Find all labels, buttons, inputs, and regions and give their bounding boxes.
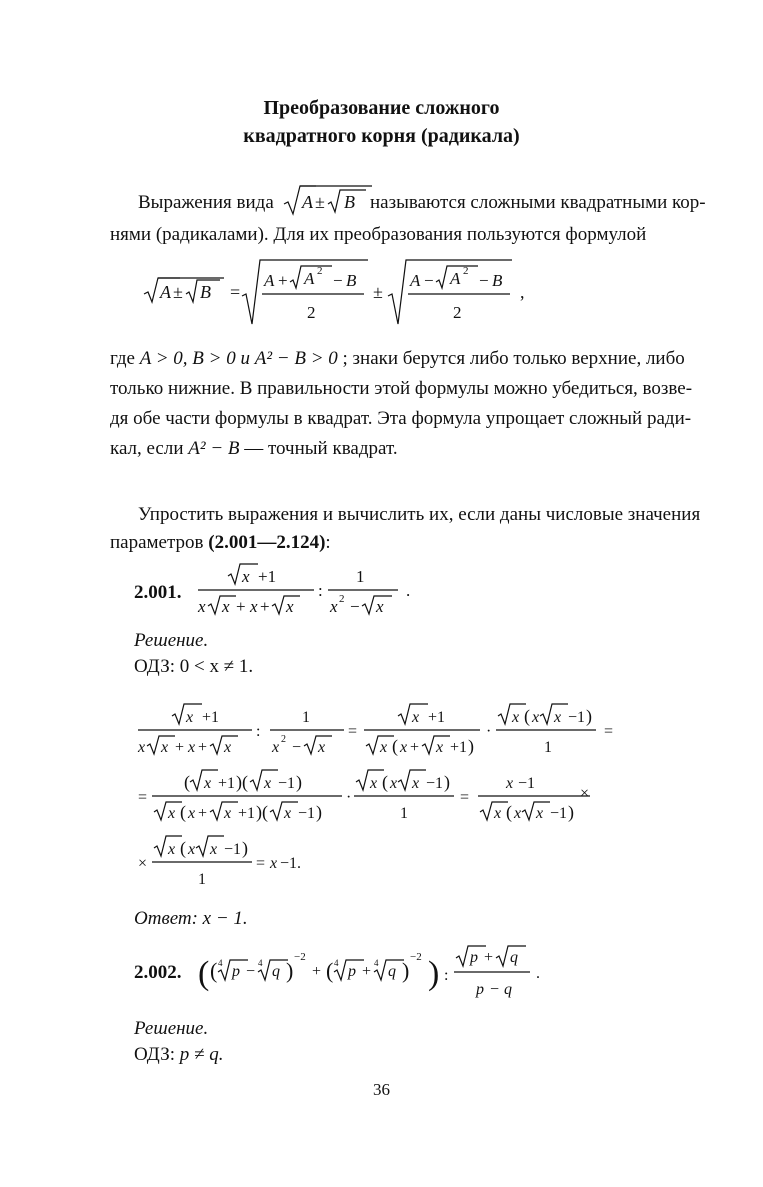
svg-text:x: x	[186, 709, 194, 726]
svg-text:x: x	[330, 597, 338, 616]
intro-text-after: называются сложными квадратными кор-	[370, 192, 706, 213]
derivation-line2	[134, 762, 634, 832]
problem1-odz-value: 0 < x ≠ 1.	[179, 656, 254, 677]
svg-text:(: (	[382, 772, 388, 792]
svg-text:A: A	[302, 192, 313, 212]
svg-text:x: x	[168, 841, 176, 858]
svg-text:A: A	[410, 271, 421, 290]
where-line1	[110, 344, 740, 374]
svg-text:)(: )(	[256, 802, 268, 822]
svg-text:x: x	[168, 805, 176, 822]
svg-text:A: A	[304, 269, 315, 288]
svg-text:=: =	[138, 789, 148, 806]
svg-text:B: B	[346, 271, 357, 290]
svg-text:1: 1	[544, 739, 552, 756]
svg-text:x: x	[286, 597, 294, 616]
svg-text:x: x	[400, 739, 408, 756]
svg-text:x: x	[272, 739, 280, 756]
svg-text:−1: −1	[224, 841, 242, 858]
svg-text:x: x	[242, 567, 250, 586]
svg-text:−1: −1	[518, 775, 536, 792]
svg-text:x: x	[284, 805, 292, 822]
svg-text:(: (	[184, 772, 190, 792]
problem1-odz	[134, 652, 253, 682]
svg-text:): )	[468, 736, 474, 756]
task-suffix: :	[325, 532, 331, 553]
svg-text:(: (	[180, 802, 186, 822]
svg-text:+: +	[236, 597, 246, 616]
svg-text:x: x	[198, 597, 206, 616]
task-range: (2.001—2.124)	[208, 532, 326, 553]
svg-text:×: ×	[138, 855, 148, 872]
svg-text:A: A	[450, 269, 461, 288]
svg-text:x: x	[188, 739, 196, 756]
svg-text:−1: −1	[568, 709, 586, 726]
problem1-answer	[134, 904, 248, 934]
intro-line5-expr: A² − B	[188, 438, 240, 459]
svg-text:(: (	[180, 838, 186, 858]
svg-text:)(: )(	[236, 772, 248, 792]
problem1-solution-label: Решение.	[134, 630, 209, 651]
complex-radical-formula	[140, 256, 540, 330]
task-prefix: параметров	[110, 532, 204, 553]
svg-text:1: 1	[400, 805, 408, 822]
svg-text:x: x	[222, 597, 230, 616]
page-title: Преобразование сложного	[263, 97, 500, 119]
svg-text:x: x	[270, 855, 278, 872]
svg-text:−1.: −1.	[280, 855, 302, 872]
svg-text:+: +	[410, 739, 420, 756]
svg-text:x: x	[188, 805, 196, 822]
svg-text:+: +	[362, 963, 372, 980]
svg-text:x: x	[436, 739, 444, 756]
svg-text:): )	[402, 958, 410, 983]
svg-text:±: ±	[173, 282, 183, 302]
svg-text:B: B	[200, 282, 211, 302]
svg-text:2: 2	[317, 265, 323, 277]
svg-text:2: 2	[281, 734, 286, 745]
svg-text:x: x	[380, 739, 388, 756]
svg-text:B: B	[492, 271, 503, 290]
svg-text:4: 4	[374, 958, 379, 968]
intro-line4: дя обе части формулы в квадрат. Эта формула упрощает сложный ради-	[110, 408, 692, 429]
svg-text:.: .	[536, 965, 540, 982]
svg-text:(: (	[210, 958, 218, 983]
svg-text:−1: −1	[550, 805, 568, 822]
svg-text:,: ,	[520, 282, 525, 302]
problem1-answer-value: x − 1.	[202, 908, 248, 929]
intro-line3: только нижние. В правильности этой формулы можно убедиться, возве-	[110, 378, 693, 399]
svg-text:·: ·	[486, 723, 492, 740]
svg-text:): )	[316, 802, 322, 822]
problem2-solution-label: Решение.	[134, 1018, 209, 1039]
svg-text:(: (	[524, 706, 530, 726]
svg-text:p: p	[476, 981, 484, 998]
svg-text:+1: +1	[428, 709, 446, 726]
svg-text::: :	[444, 967, 449, 984]
page-number: 36	[373, 1080, 390, 1099]
svg-text:−: −	[424, 271, 434, 290]
intro-text-line2: нями (радикалами). Для их преобразования пользуются формулой	[110, 224, 647, 245]
svg-text:−: −	[350, 597, 360, 616]
svg-text:1: 1	[356, 567, 365, 586]
svg-text:2: 2	[307, 303, 316, 322]
svg-text:): )	[428, 955, 440, 992]
svg-text:p: p	[470, 949, 478, 966]
where-prefix: где	[110, 348, 135, 369]
problem1-expression	[196, 560, 426, 620]
page-subtitle: квадратного корня (радикала)	[243, 125, 520, 147]
svg-text:x: x	[264, 775, 272, 792]
svg-text:=: =	[604, 723, 614, 740]
svg-text:): )	[286, 958, 294, 983]
svg-text:−: −	[292, 739, 302, 756]
svg-text:−: −	[333, 271, 343, 290]
svg-text:q: q	[504, 981, 512, 998]
svg-text:+: +	[484, 949, 494, 966]
svg-text:q: q	[272, 963, 280, 980]
svg-text:=: =	[256, 855, 266, 872]
problem2-expression	[196, 942, 556, 1002]
svg-text::: :	[256, 723, 261, 740]
svg-text:x: x	[210, 841, 218, 858]
svg-text:2: 2	[463, 265, 469, 277]
svg-text:x: x	[390, 775, 398, 792]
svg-text:−: −	[490, 981, 500, 998]
svg-text:+1: +1	[450, 739, 468, 756]
problem2-odz-label: ОДЗ:	[134, 1044, 176, 1065]
svg-text:−2: −2	[294, 951, 306, 963]
svg-text:−1: −1	[278, 775, 296, 792]
svg-text:): )	[586, 706, 592, 726]
svg-text:x: x	[514, 805, 522, 822]
svg-text:x: x	[370, 775, 378, 792]
svg-text:4: 4	[218, 958, 223, 968]
svg-text:x: x	[506, 775, 514, 792]
svg-text:×: ×	[580, 785, 590, 802]
svg-text:±: ±	[373, 282, 383, 302]
svg-text:x: x	[494, 805, 502, 822]
svg-text:x: x	[412, 709, 420, 726]
task-line1: Упростить выражения и вычислить их, если даны числовые значения	[138, 504, 701, 525]
svg-text:=: =	[230, 282, 241, 302]
svg-text:q: q	[510, 949, 518, 966]
problem2-odz-value: p ≠ q.	[179, 1044, 224, 1065]
intro-line5	[110, 434, 398, 464]
derivation-line3	[134, 828, 394, 898]
svg-text:): )	[242, 838, 248, 858]
svg-text:±: ±	[315, 192, 325, 212]
svg-text:+: +	[312, 963, 322, 980]
intro-line5-suffix: — точный квадрат.	[244, 438, 398, 459]
svg-text:p: p	[232, 963, 240, 980]
problem1-number: 2.001.	[134, 582, 182, 603]
svg-text:x: x	[138, 739, 146, 756]
svg-text:A: A	[160, 282, 171, 302]
svg-text:−1: −1	[426, 775, 444, 792]
svg-text:4: 4	[258, 958, 263, 968]
radical-inline	[282, 180, 374, 220]
svg-text:x: x	[554, 709, 562, 726]
svg-text:−2: −2	[410, 951, 422, 963]
svg-text:.: .	[406, 581, 411, 600]
svg-text:): )	[568, 802, 574, 822]
svg-text:p: p	[348, 963, 356, 980]
problem2-number: 2.002.	[134, 962, 182, 983]
svg-text:x: x	[412, 775, 420, 792]
problem1-answer-label: Ответ:	[134, 908, 198, 929]
svg-text:·: ·	[346, 789, 352, 806]
svg-text:+1: +1	[238, 805, 256, 822]
svg-text:q: q	[388, 963, 396, 980]
svg-text:(: (	[506, 802, 512, 822]
svg-text:): )	[296, 772, 302, 792]
svg-text:x: x	[204, 775, 212, 792]
svg-text:=: =	[460, 789, 470, 806]
intro-text-before: Выражения вида	[138, 192, 274, 213]
svg-text:+: +	[198, 739, 208, 756]
svg-text:+1: +1	[218, 775, 236, 792]
svg-text:x: x	[250, 597, 258, 616]
task-line2	[110, 528, 331, 558]
svg-text:−: −	[479, 271, 489, 290]
svg-text:+: +	[175, 739, 185, 756]
svg-text:1: 1	[302, 709, 310, 726]
svg-text:x: x	[188, 841, 196, 858]
intro-line5-prefix: кал, если	[110, 438, 184, 459]
svg-text:+1: +1	[258, 567, 277, 586]
svg-text:−1: −1	[298, 805, 316, 822]
svg-text:=: =	[348, 723, 358, 740]
svg-text:(: (	[392, 736, 398, 756]
svg-text:1: 1	[198, 871, 206, 888]
problem2-odz	[134, 1040, 223, 1070]
svg-text:A: A	[264, 271, 275, 290]
problem1-odz-label: ОДЗ:	[134, 656, 176, 677]
svg-text:4: 4	[334, 958, 339, 968]
svg-text:−: −	[246, 963, 256, 980]
svg-text:(: (	[198, 955, 210, 992]
svg-text:x: x	[532, 709, 540, 726]
svg-text:x: x	[224, 805, 232, 822]
svg-text:x: x	[318, 739, 326, 756]
derivation-line1	[134, 696, 634, 766]
where-conditions: A > 0, B > 0 и A² − B > 0	[139, 348, 338, 369]
svg-text:x: x	[536, 805, 544, 822]
svg-text:x: x	[161, 739, 169, 756]
svg-text:x: x	[512, 709, 520, 726]
svg-text::: :	[318, 581, 323, 600]
svg-text:+: +	[198, 805, 208, 822]
svg-text:): )	[444, 772, 450, 792]
svg-text:2: 2	[453, 303, 462, 322]
svg-text:+1: +1	[202, 709, 220, 726]
where-suffix: ; знаки берутся либо только верхние, либо	[342, 348, 685, 369]
svg-text:2: 2	[339, 593, 345, 605]
svg-text:(: (	[326, 958, 334, 983]
svg-text:x: x	[376, 597, 384, 616]
svg-text:+: +	[260, 597, 270, 616]
svg-text:x: x	[224, 739, 232, 756]
svg-text:B: B	[344, 192, 355, 212]
svg-text:+: +	[278, 271, 288, 290]
